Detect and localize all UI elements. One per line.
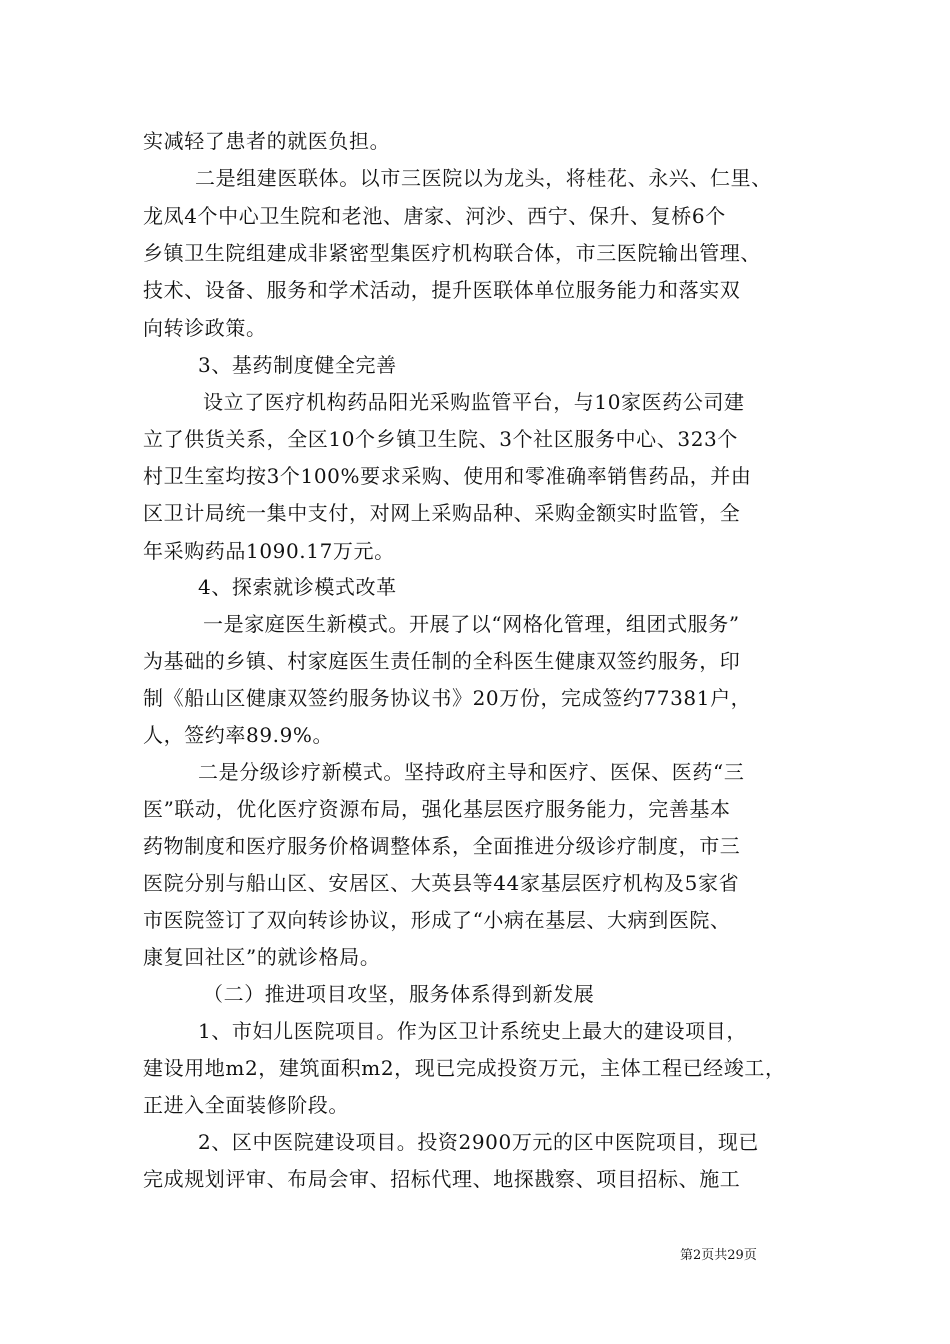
section-heading: （二）推进项目攻坚，服务体系得到新发展 [203,982,595,1006]
body-line: 向转诊政策。 [143,316,267,340]
body-line: 立了供货关系，全区10个乡镇卫生院、3个社区服务中心、323个 [143,427,738,451]
page-number: 第2页共29页 [680,1248,757,1263]
body-line: 制《船山区健康双签约服务协议书》20万份，完成签约77381户， [143,686,752,710]
body-line: 市医院签订了双向转诊协议，形成了“小病在基层、大病到医院、 [143,908,731,932]
body-line: 区卫计局统一集中支付，对网上采购品种、采购金额实时监管，全 [143,501,741,525]
body-line: 龙凤4个中心卫生院和老池、唐家、河沙、西宁、保升、复桥6个 [143,204,726,228]
body-line: 乡镇卫生院组建成非紧密型集医疗机构联合体，市三医院输出管理、 [143,241,761,265]
body-line: 正进入全面装修阶段。 [143,1093,349,1117]
body-line: 设立了医疗机构药品阳光采购监管平台，与10家医药公司建 [203,390,745,414]
section-heading: 3、基药制度健全完善 [198,353,397,377]
body-line: 年采购药品1090.17万元。 [143,539,395,563]
body-line: 医院分别与船山区、安居区、大英县等44家基层医疗机构及5家省 [143,871,740,895]
body-line: 完成规划评审、布局会审、招标代理、地探戡察、项目招标、施工 [143,1167,741,1191]
body-line: 康复回社区”的就诊格局。 [143,945,381,969]
body-line: 村卫生室均按3个100%要求采购、使用和零准确率销售药品，并由 [143,464,752,488]
body-line: 1、市妇儿医院项目。作为区卫计系统史上最大的建设项目， [198,1019,747,1043]
body-line: 二是组建医联体。以市三医院以为龙头，将桂花、永兴、仁里、 [195,166,772,190]
body-line: 药物制度和医疗服务价格调整体系，全面推进分级诊疗制度，市三 [143,834,741,858]
body-line: 建设用地m2，建筑面积m2，现已完成投资万元，主体工程已经竣工， [143,1056,786,1080]
body-line: 一是家庭医生新模式。开展了以“网格化管理，组团式服务” [203,612,740,636]
section-heading: 4、探索就诊模式改革 [198,575,397,599]
body-line: 医”联动，优化医疗资源布局，强化基层医疗服务能力，完善基本 [143,797,731,821]
body-line: 二是分级诊疗新模式。坚持政府主导和医疗、医保、医药“三 [198,760,745,784]
body-line: 为基础的乡镇、村家庭医生责任制的全科医生健康双签约服务，印 [143,649,741,673]
body-line: 2、区中医院建设项目。投资2900万元的区中医院项目，现已 [198,1130,760,1154]
body-line: 人，签约率89.9%。 [143,723,334,747]
body-line: 实减轻了患者的就医负担。 [143,129,391,153]
body-line: 技术、设备、服务和学术活动，提升医联体单位服务能力和落实双 [143,278,741,302]
